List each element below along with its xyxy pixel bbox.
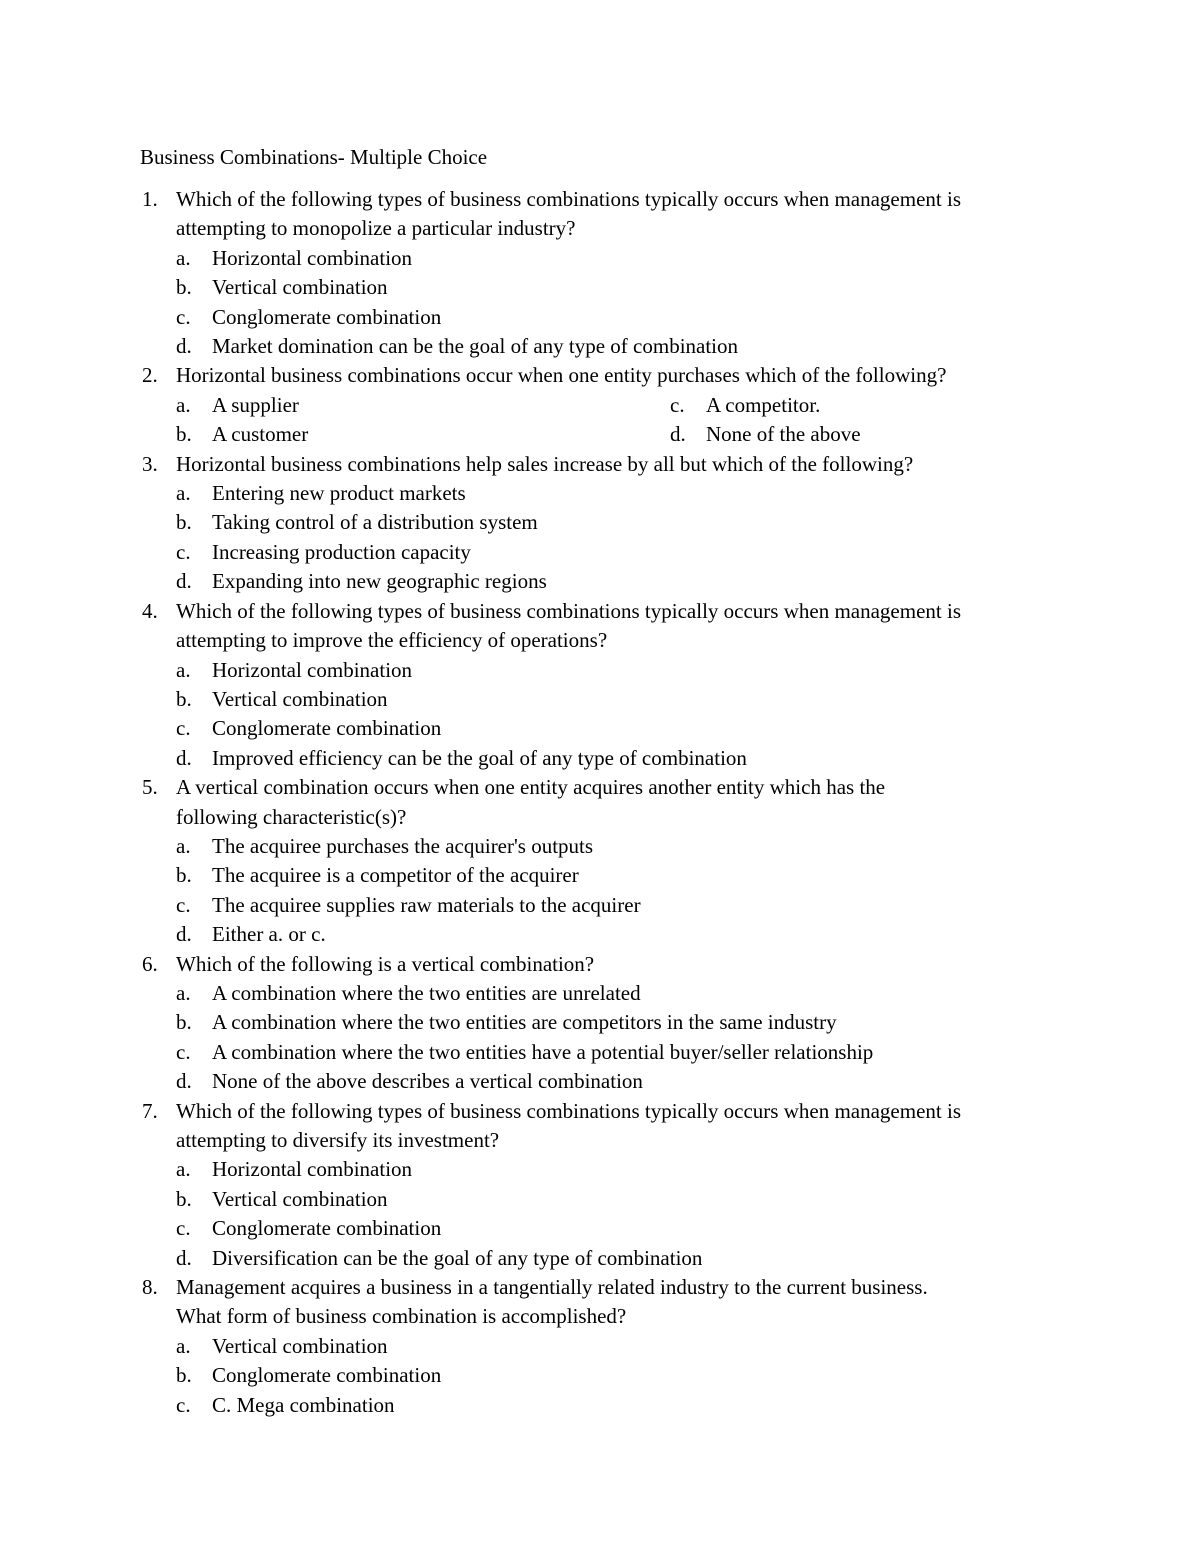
answer-option [634,420,1034,449]
option-text: The acquiree is a competitor of the acquirer [212,863,579,888]
question-5 [140,773,1070,949]
question-text-line [140,773,1070,802]
option-letter: b. [176,1010,192,1035]
option-letter: c. [176,304,191,329]
answer-option [140,891,1070,920]
option-letter: a. [176,657,191,682]
option-text: A combination where the two entities have a potential buyer/seller relationship [212,1039,874,1064]
answer-option [140,920,1070,949]
option-text: A supplier [212,392,299,417]
document-title: Business Combinations- Multiple Choice [140,145,488,169]
question-text-line [140,803,1070,832]
question-3 [140,450,1070,597]
option-text: Conglomerate combination [212,304,442,329]
question-text: following characteristic(s)? [176,804,407,829]
option-text: None of the above describes a vertical combination [212,1069,643,1094]
option-text: A customer [212,422,309,447]
question-number: 4. [142,598,158,623]
question-text-line [140,450,1070,479]
question-8 [140,1273,1070,1420]
question-number: 2. [142,363,158,388]
question-text-line [140,1302,1070,1331]
answer-option [140,832,1070,861]
option-text: Horizontal combination [212,657,413,682]
option-text: A competitor. [706,392,821,417]
option-letter: b. [176,1363,192,1388]
option-letter: c. [670,392,685,417]
option-letter: c. [176,539,191,564]
question-text-line [140,214,1070,243]
question-text: Which of the following types of business combinations typically occurs when management is [176,187,961,211]
option-text: The acquiree purchases the acquirer's outputs [212,833,594,858]
answer-option [140,332,1070,361]
option-text: C. Mega combination [212,1392,395,1417]
option-letter: b. [176,422,192,447]
question-text: A vertical combination occurs when one entity acquires another entity which has the [176,775,886,800]
option-text: Conglomerate combination [212,1216,442,1241]
question-number: 1. [142,187,158,211]
option-text: Vertical combination [212,686,388,711]
option-letter: c. [176,1216,191,1241]
option-text: Horizontal combination [212,245,413,270]
question-text: Horizontal business combinations occur when one entity purchases which of the following? [176,363,947,388]
option-letter: d. [176,922,192,947]
question-number: 5. [142,775,158,800]
option-letter: a. [176,392,191,417]
option-text: Expanding into new geographic regions [212,569,547,594]
question-text-line [140,361,1070,390]
answer-option [140,479,1070,508]
option-text: Either a. or c. [212,922,326,947]
question-list [140,185,1070,1420]
option-letter: d. [670,422,686,447]
answer-option [140,685,1070,714]
option-text: The acquiree supplies raw materials to the acquirer [212,892,641,917]
question-text: Which of the following is a vertical combination? [176,951,595,976]
answer-option [140,1332,1070,1361]
answer-option [140,1067,1070,1096]
question-number: 8. [142,1275,158,1300]
answer-option [140,303,1070,332]
question-text: Management acquires a business in a tangentially related industry to the current business. [176,1275,928,1300]
question-text: attempting to improve the efficiency of operations? [176,628,608,653]
option-letter: d. [176,569,192,594]
option-text: Market domination can be the goal of any type of combination [212,334,739,359]
question-7 [140,1097,1070,1273]
answer-option [140,1361,1070,1390]
option-text: Increasing production capacity [212,539,471,564]
option-text: Taking control of a distribution system [212,510,538,535]
question-6 [140,950,1070,1097]
answer-option [140,538,1070,567]
answer-option [140,1008,1070,1037]
option-text: Conglomerate combination [212,1363,442,1388]
option-text: Improved efficiency can be the goal of any type of combination [212,745,747,770]
option-letter: a. [176,980,191,1005]
option-letter: d. [176,334,192,359]
question-text-line [140,1273,1070,1302]
answer-option [634,391,1034,420]
option-text: Vertical combination [212,1333,388,1358]
option-text: Diversification can be the goal of any type of combination [212,1245,703,1270]
option-letter: a. [176,1157,191,1182]
option-letter: b. [176,275,192,300]
answer-option [140,420,634,449]
option-text: Conglomerate combination [212,716,442,741]
question-text: What form of business combination is accomplished? [176,1304,627,1329]
option-letter: d. [176,1069,192,1094]
option-letter: b. [176,863,192,888]
option-letter: c. [176,1392,191,1417]
answer-option-grid [140,391,1070,450]
answer-option [140,1038,1070,1067]
option-letter: c. [176,716,191,741]
answer-option [140,1185,1070,1214]
answer-option [140,714,1070,743]
option-text: Entering new product markets [212,481,466,506]
question-text: Which of the following types of business combinations typically occurs when management is [176,598,961,623]
answer-option [140,567,1070,596]
answer-option [140,979,1070,1008]
option-text: Horizontal combination [212,1157,413,1182]
question-text-line [140,1126,1070,1155]
answer-option [140,273,1070,302]
answer-option [140,1155,1070,1184]
question-text: attempting to monopolize a particular industry? [176,216,576,241]
option-letter: c. [176,892,191,917]
answer-option [140,391,634,420]
answer-option [140,861,1070,890]
question-4 [140,597,1070,773]
option-letter: a. [176,481,191,506]
option-letter: b. [176,1186,192,1211]
answer-option [140,1391,1070,1420]
option-letter: a. [176,1333,191,1358]
answer-option [140,656,1070,685]
option-text: Vertical combination [212,275,388,300]
question-text: attempting to diversify its investment? [176,1128,500,1152]
question-text: Horizontal business combinations help sales increase by all but which of the following? [176,451,914,476]
answer-option [140,744,1070,773]
question-text-line [140,597,1070,626]
answer-option [140,1214,1070,1243]
question-text-line [140,1097,1070,1126]
option-text: Vertical combination [212,1186,388,1211]
question-text-line [140,626,1070,655]
answer-option [140,1244,1070,1273]
option-text: A combination where the two entities are competitors in the same industry [212,1010,837,1035]
option-letter: c. [176,1039,191,1064]
option-text: A combination where the two entities are unrelated [212,980,641,1005]
question-1 [140,185,1070,361]
option-letter: b. [176,686,192,711]
question-text: Which of the following types of business combinations typically occurs when management is [176,1098,961,1123]
option-letter: d. [176,1245,192,1270]
question-number: 3. [142,451,158,476]
answer-option [140,244,1070,273]
question-text-line [140,185,1070,214]
option-letter: a. [176,245,191,270]
question-number: 6. [142,951,158,976]
answer-option [140,508,1070,537]
option-text: None of the above [706,422,861,447]
option-letter: d. [176,745,192,770]
option-letter: a. [176,833,191,858]
question-text-line [140,950,1070,979]
question-number: 7. [142,1098,158,1123]
question-2 [140,361,1070,449]
option-letter: b. [176,510,192,535]
